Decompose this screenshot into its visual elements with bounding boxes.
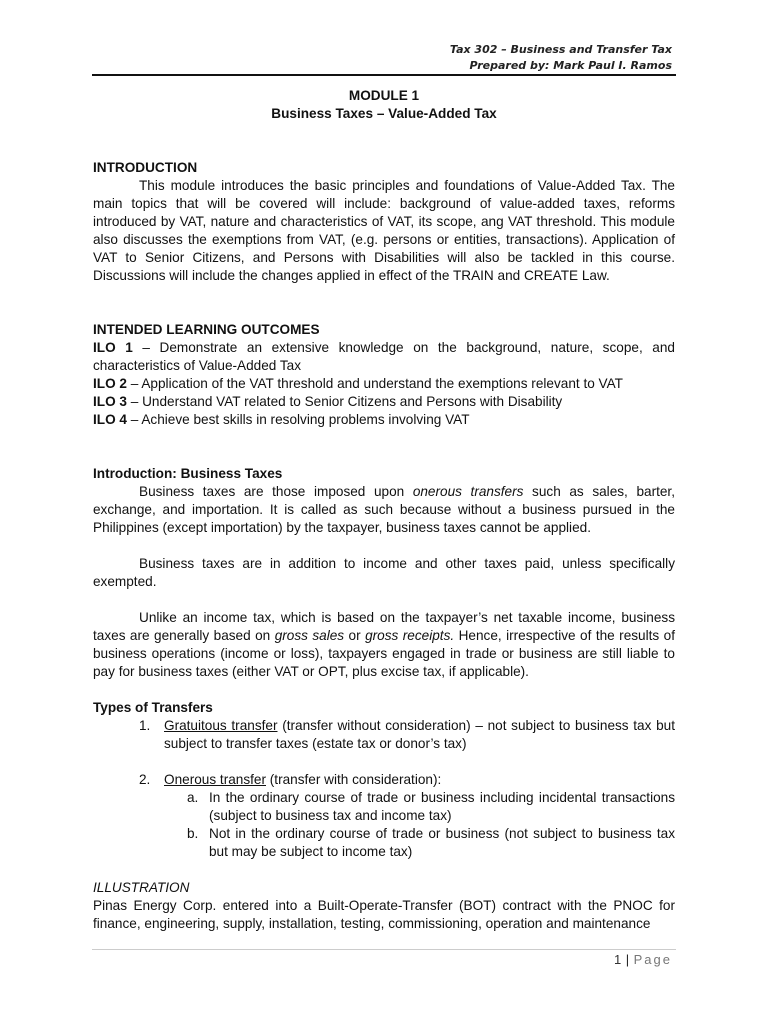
ilo-heading: INTENDED LEARNING OUTCOMES bbox=[93, 322, 320, 337]
list-item bbox=[93, 717, 675, 753]
text-run: or bbox=[344, 628, 366, 643]
text-run: Hence, irrespective of the results of business operations (income or loss), taxpayers engaged in trade or business are still liable to pay for business taxes (either VAT or OPT, plus excise tax, if applicable). bbox=[93, 628, 675, 679]
text-run: Not in the ordinary course of trade or business (not subject to business tax but may be subject to income tax) bbox=[209, 826, 675, 859]
sub-list-item bbox=[93, 789, 675, 825]
illustration-heading: ILLUSTRATION bbox=[93, 880, 190, 895]
text-run: Unlike an income tax, which is based on the taxpayer’s net taxable income, business taxes are generally based on bbox=[93, 610, 675, 643]
text-run: Business taxes are those imposed upon bbox=[139, 484, 413, 499]
module-subtitle: Business Taxes – Value-Added Tax bbox=[271, 106, 497, 121]
emphasis-gross-receipts: gross receipts. bbox=[365, 628, 455, 643]
ilo-list bbox=[93, 339, 675, 429]
header-author: Prepared by: Mark Paul I. Ramos bbox=[469, 59, 672, 72]
types-of-transfers-heading: Types of Transfers bbox=[93, 700, 213, 715]
document-body bbox=[93, 84, 675, 933]
list-marker: a. bbox=[187, 790, 199, 805]
ilo-item bbox=[93, 393, 675, 411]
page-footer bbox=[614, 952, 672, 967]
text-run: (transfer without consideration) – not subject to business tax but subject to transfer taxes (estate tax or donor’s tax) bbox=[164, 718, 676, 751]
ilo-text: – Achieve best skills in resolving problems involving VAT bbox=[127, 412, 470, 427]
introduction-heading: INTRODUCTION bbox=[93, 160, 198, 175]
module-number: MODULE 1 bbox=[348, 88, 420, 103]
header-divider bbox=[92, 74, 676, 76]
emphasis-gross-sales: gross sales bbox=[274, 628, 345, 643]
header-course-title: Tax 302 – Business and Transfer Tax bbox=[449, 43, 672, 56]
ilo-label: ILO 2 bbox=[93, 376, 127, 391]
business-taxes-paragraph-2: Business taxes are in addition to income and other taxes paid, unless specifically exempted. bbox=[93, 556, 675, 589]
footer-separator: | bbox=[625, 952, 630, 967]
business-taxes-paragraph-3 bbox=[93, 609, 675, 681]
page-header bbox=[450, 42, 672, 74]
ilo-label: ILO 1 bbox=[93, 340, 133, 355]
module-title bbox=[93, 87, 675, 123]
list-item bbox=[93, 771, 675, 789]
sub-list-item bbox=[93, 825, 675, 861]
ilo-item bbox=[93, 339, 675, 375]
text-run: (transfer with consideration): bbox=[266, 772, 442, 787]
list-marker: b. bbox=[187, 826, 199, 841]
illustration-paragraph: Pinas Energy Corp. entered into a Built-Operate-Transfer (BOT) contract with the PNOC for finance, engineering, supply, installation, testing, commissioning, operation and maintenance bbox=[93, 898, 675, 931]
text-run: such as sales, barter, exchange, and importation. It is called as such because without a business pursued in the Philippines (except importation) by the taxpayer, business taxes cannot be applied. bbox=[93, 484, 675, 535]
ilo-text: – Application of the VAT threshold and understand the exemptions relevant to VAT bbox=[127, 376, 623, 391]
ilo-label: ILO 3 bbox=[93, 394, 127, 409]
emphasis-onerous-transfers: onerous transfers bbox=[412, 484, 524, 499]
ilo-text: – Demonstrate an extensive knowledge on the background, nature, scope, and characteristics of Value-Added Tax bbox=[93, 340, 675, 373]
transfers-list bbox=[93, 717, 675, 861]
list-marker: 1. bbox=[139, 718, 151, 733]
page-label: Page bbox=[633, 952, 672, 967]
ilo-text: – Understand VAT related to Senior Citizens and Persons with Disability bbox=[127, 394, 563, 409]
ilo-item bbox=[93, 375, 675, 393]
ilo-label: ILO 4 bbox=[93, 412, 127, 427]
business-taxes-heading: Introduction: Business Taxes bbox=[93, 466, 283, 481]
term-onerous-transfer: Onerous transfer bbox=[164, 772, 266, 787]
ilo-item bbox=[93, 411, 675, 429]
business-taxes-paragraph-1 bbox=[93, 483, 675, 537]
term-gratuitous-transfer: Gratuitous transfer bbox=[164, 718, 278, 733]
footer-divider bbox=[92, 949, 676, 950]
text-run: In the ordinary course of trade or business including incidental transactions (subject to business tax and income tax) bbox=[209, 790, 675, 823]
page-number: 1 bbox=[614, 952, 622, 967]
introduction-paragraph: This module introduces the basic principles and foundations of Value-Added Tax. The main topics that will be covered will include: background of value-added taxes, reforms introduced by VAT, nature and characteristics of VAT, its scope, ang VAT threshold. This module also discusses the exemptions from VAT, (e.g. persons or entities, transactions). Application of VAT to Senior Citizens, and Persons with Disabilities will also be tackled in this course. Discussions will include the changes applied in effect of the TRAIN and CREATE Law. bbox=[93, 178, 675, 283]
list-marker: 2. bbox=[139, 772, 151, 787]
